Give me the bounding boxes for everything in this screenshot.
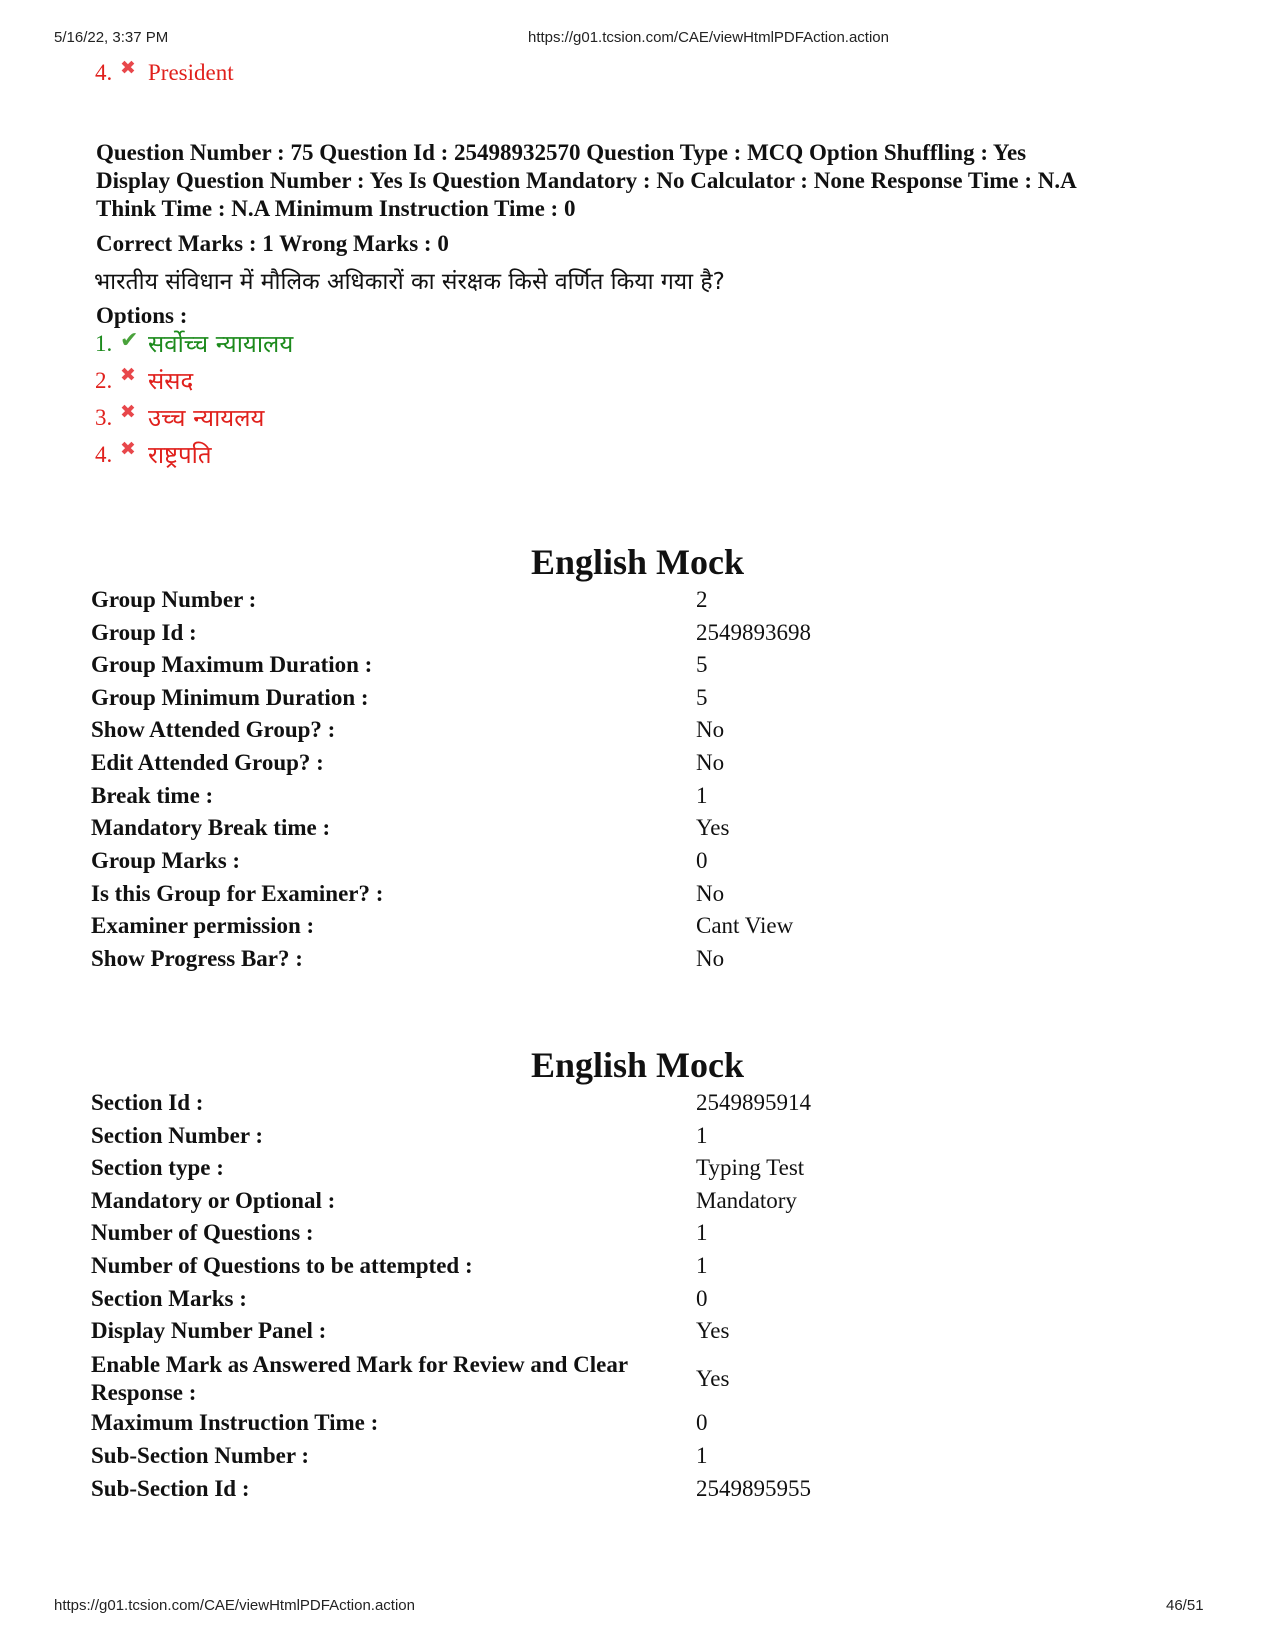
print-url: https://g01.tcsion.com/CAE/viewHtmlPDFAction.action [528, 29, 889, 46]
section-info-label: Section Number : [91, 1123, 264, 1148]
option-text: उच्च न्यायलय [148, 404, 265, 432]
section-info-value: Typing Test [696, 1155, 805, 1180]
section-info-label: Sub-Section Id : [91, 1476, 250, 1501]
group-info-row [91, 685, 1191, 711]
question-meta-line: Display Question Number : Yes Is Question Mandatory : No Calculator : None Response Time : N.A [96, 168, 1077, 193]
group-info-row [91, 717, 1191, 743]
option-4 [95, 438, 212, 471]
section-info-label: Sub-Section Number : [91, 1443, 310, 1468]
group-info-value: 2 [696, 587, 708, 612]
section-info-value: 1 [696, 1443, 708, 1468]
option-number: 4. [95, 60, 113, 85]
section-info-label: Section Id : [91, 1090, 204, 1115]
option-text: सर्वोच्च न्यायालय [148, 330, 294, 358]
section-info-row [91, 1318, 1191, 1344]
group-info-row [91, 783, 1191, 809]
prev-option-4 [95, 57, 234, 86]
group-info-value: No [696, 881, 725, 906]
cross-icon: ✖ [120, 402, 136, 423]
group-info-row [91, 750, 1191, 776]
group-info-value: No [696, 717, 725, 742]
section-info-label: Display Number Panel : [91, 1318, 327, 1343]
group-info-label: Show Progress Bar? : [91, 946, 303, 971]
question-metadata [96, 139, 1216, 223]
group-info-label: Show Attended Group? : [91, 717, 336, 742]
option-text: राष्ट्रपति [148, 441, 212, 469]
option-1 [95, 327, 293, 360]
group-info-row [91, 848, 1191, 874]
group-info-row [91, 946, 1191, 972]
section-info-row [91, 1123, 1191, 1149]
footer-url: https://g01.tcsion.com/CAE/viewHtmlPDFAction.action [54, 1597, 415, 1614]
group-info-value: 5 [696, 685, 708, 710]
option-text: संसद [148, 367, 194, 395]
question-marks: Correct Marks : 1 Wrong Marks : 0 [96, 231, 449, 256]
section-info-row [91, 1155, 1191, 1181]
cross-icon: ✖ [120, 365, 136, 386]
group-info-label: Break time : [91, 783, 214, 808]
group-info-value: 0 [696, 848, 708, 873]
group-info-label: Mandatory Break time : [91, 815, 331, 840]
section-info-value: 1 [696, 1253, 708, 1278]
option-text: President [148, 60, 234, 85]
section-info-row [91, 1443, 1191, 1469]
group-info-label: Examiner permission : [91, 913, 315, 938]
section-info-label: Number of Questions to be attempted : [91, 1253, 473, 1278]
section-info-value: 2549895914 [696, 1090, 811, 1115]
group-info-value: Cant View [696, 913, 794, 938]
question-meta-line: Question Number : 75 Question Id : 25498932570 Question Type : MCQ Option Shuffling : Yes [96, 140, 1027, 165]
section-info-label: Maximum Instruction Time : [91, 1410, 379, 1435]
group-info-label: Is this Group for Examiner? : [91, 881, 384, 906]
section-info-row [91, 1220, 1191, 1246]
section-info-row [91, 1476, 1191, 1502]
option-number: 3. [95, 404, 113, 430]
section-info-value: Yes [696, 1318, 730, 1343]
group-info-value: Yes [696, 815, 730, 840]
option-2 [95, 364, 193, 397]
section-info-value: Yes [696, 1366, 730, 1391]
section-info-label: Section type : [91, 1155, 224, 1180]
question-text: भारतीय संविधान में मौलिक अधिकारों का संरक्षक किसे वर्णित किया गया है? [94, 269, 725, 295]
section-info-label: Number of Questions : [91, 1220, 314, 1245]
section-info-row [91, 1351, 1191, 1407]
section-info-row [91, 1090, 1191, 1116]
group-info-value: 2549893698 [696, 620, 811, 645]
group-info-row [91, 587, 1191, 613]
group-info-row [91, 620, 1191, 646]
group-info-row [91, 815, 1191, 841]
group-info-value: No [696, 750, 725, 775]
section-title: English Mock [530, 1045, 745, 1085]
section-info-row [91, 1286, 1191, 1312]
group-info-label: Group Minimum Duration : [91, 685, 369, 710]
group-info-label: Group Marks : [91, 848, 241, 873]
option-number: 2. [95, 367, 113, 393]
group-info-value: 1 [696, 783, 708, 808]
option-number: 1. [95, 330, 113, 356]
section-info-value: 1 [696, 1220, 708, 1245]
group-info-value: No [696, 946, 725, 971]
section-info-value: 1 [696, 1123, 708, 1148]
option-3 [95, 401, 264, 434]
section-info-row [91, 1410, 1191, 1436]
option-number: 4. [95, 441, 113, 467]
group-info-value: 5 [696, 652, 708, 677]
group-title: English Mock [530, 542, 745, 582]
group-info-row [91, 881, 1191, 907]
section-info-value: 0 [696, 1286, 708, 1311]
group-info-row [91, 652, 1191, 678]
check-icon: ✔ [120, 326, 139, 352]
print-datetime: 5/16/22, 3:37 PM [54, 29, 169, 46]
group-info-label: Edit Attended Group? : [91, 750, 324, 775]
group-info-label: Group Maximum Duration : [91, 652, 373, 677]
section-info-label: Section Marks : [91, 1286, 247, 1311]
page-number: 46/51 [1166, 1597, 1204, 1614]
group-info-label: Group Id : [91, 620, 197, 645]
section-info-label: Enable Mark as Answered Mark for Review and Clear Response : [91, 1352, 628, 1405]
section-info-row [91, 1188, 1191, 1214]
question-meta-line: Think Time : N.A Minimum Instruction Time : 0 [96, 196, 576, 221]
section-info-value: 0 [696, 1410, 708, 1435]
group-info-row [91, 913, 1191, 939]
section-info-row [91, 1253, 1191, 1279]
section-info-label: Mandatory or Optional : [91, 1188, 336, 1213]
options-label: Options : [96, 303, 188, 328]
cross-icon: ✖ [120, 57, 136, 79]
group-info-label: Group Number : [91, 587, 257, 612]
section-info-value: Mandatory [696, 1188, 797, 1213]
section-info-value: 2549895955 [696, 1476, 811, 1501]
cross-icon: ✖ [120, 439, 136, 460]
